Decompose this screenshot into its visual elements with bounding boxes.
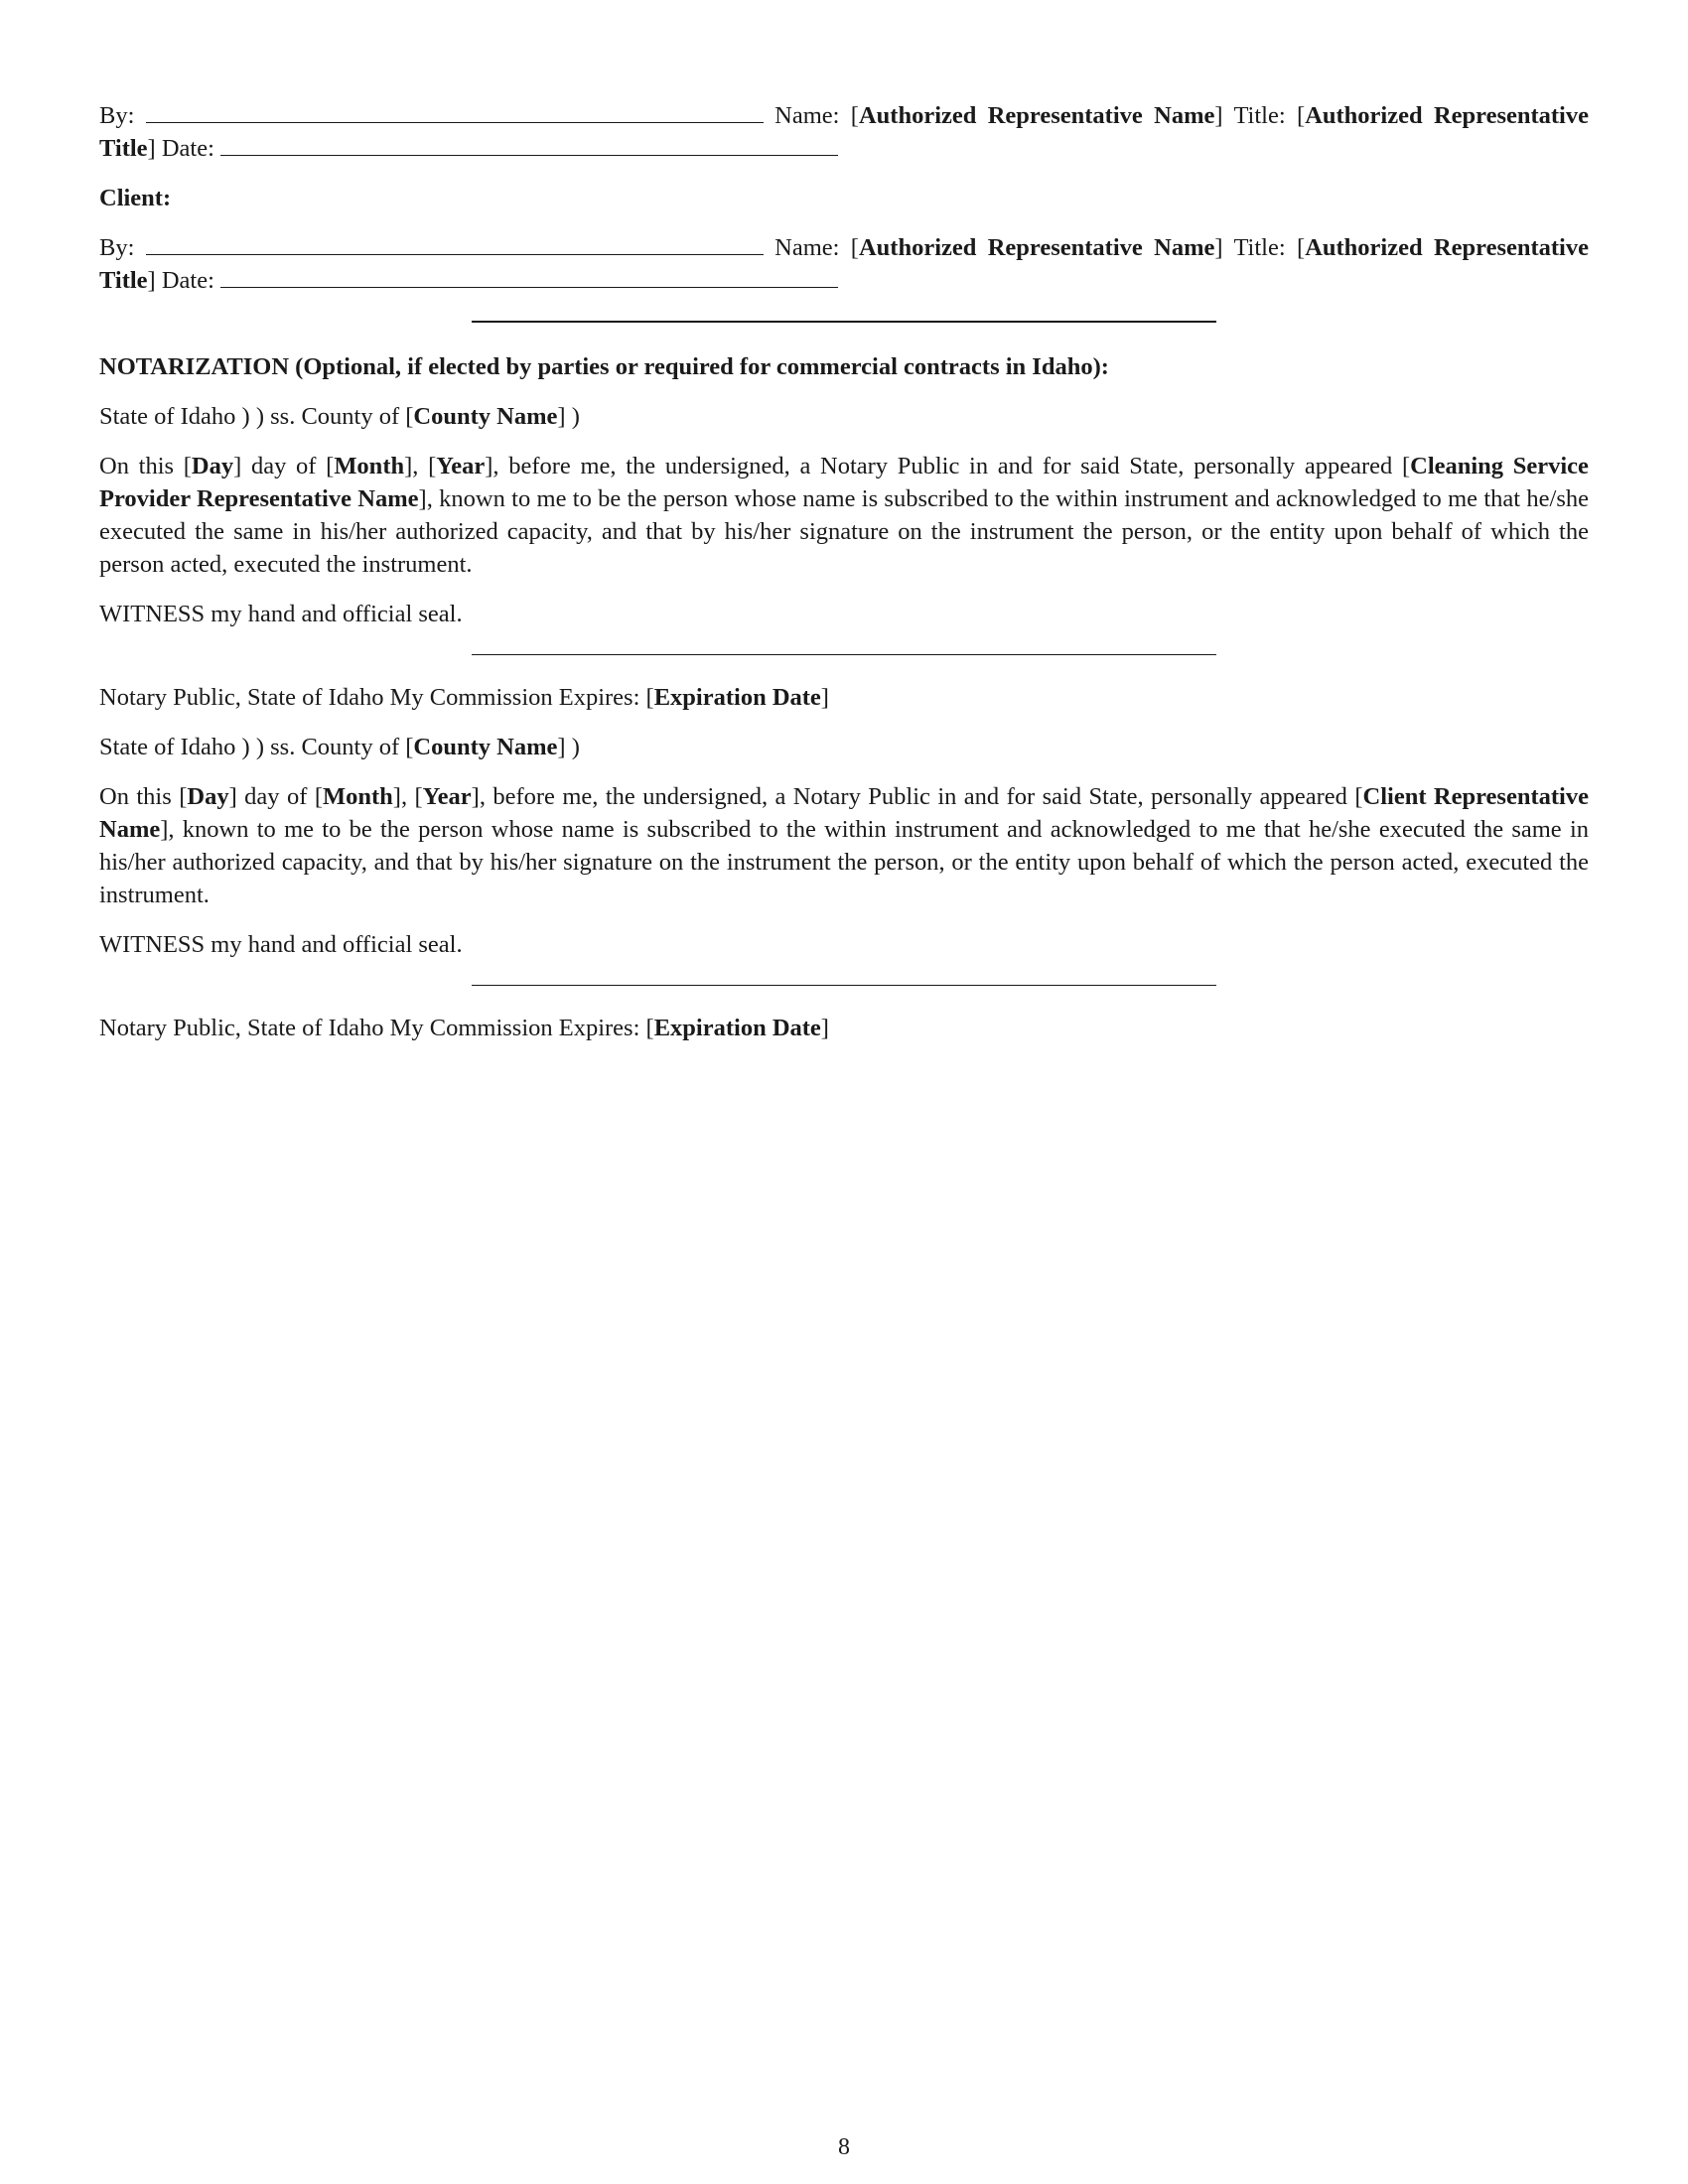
venue-line: State of Idaho ) ) ss. County of [County Name] ) (99, 403, 580, 430)
commission-line: Notary Public, State of Idaho My Commission Expires: [Expiration Date] (99, 684, 829, 711)
notary-signature-line[interactable] (472, 654, 1216, 655)
venue-line: State of Idaho ) ) ss. County of [County Name] ) (99, 734, 580, 760)
witness-line: WITNESS my hand and official seal. (99, 601, 463, 627)
person-placeholder: Cleaning Service Provider Representative Name (99, 453, 1589, 512)
name-placeholder: Authorized Representative Name (858, 234, 1215, 261)
date-label: Date: (161, 267, 214, 294)
name-placeholder: Authorized Representative Name (858, 102, 1215, 129)
notary-signature-line[interactable] (472, 985, 1216, 986)
by-label: By: (99, 234, 135, 261)
year-placeholder: Year (436, 453, 486, 479)
day-placeholder: Day (187, 783, 229, 810)
document-content (99, 99, 1589, 1061)
day-placeholder: Day (191, 453, 234, 479)
provider-signature-block: By: Name: [Authorized Representative Name] Title: [Authorized Representative Title] Date: (99, 102, 1589, 162)
page-number: 8 (838, 2134, 850, 2160)
acknowledgment-paragraph: On this [Day] day of [Month], [Year], before me, the undersigned, a Notary Public in and for said State, personally appeared [Cleaning Service Provider Representative Name], known to me to be the person whose name is subscribed to the within instrument and acknowledged to me that he/she executed the same in his/her authorized capacity, and that by his/her signature on the instrument the person, or the entity upon behalf of which the person acted, executed the instrument. (99, 453, 1589, 578)
signature-line[interactable] (146, 122, 764, 123)
notarization-heading: NOTARIZATION (Optional, if elected by parties or required for commercial contracts in Idaho): (99, 353, 1109, 380)
title-placeholder: Authorized Representative Title (99, 102, 1589, 162)
by-label: By: (99, 102, 135, 129)
expiration-placeholder: Expiration Date (653, 684, 821, 711)
date-label: Date: (161, 135, 214, 162)
month-placeholder: Month (334, 453, 405, 479)
client-signature-block: By: Name: [Authorized Representative Name] Title: [Authorized Representative Title] Date: (99, 234, 1589, 294)
name-label: Name: (774, 234, 840, 261)
title-label: Title: (1233, 102, 1286, 129)
signature-line[interactable] (146, 254, 764, 255)
county-placeholder: County Name (413, 403, 558, 430)
year-placeholder: Year (422, 783, 472, 810)
commission-line: Notary Public, State of Idaho My Commission Expires: [Expiration Date] (99, 1015, 829, 1041)
county-placeholder: County Name (413, 734, 558, 760)
month-placeholder: Month (322, 783, 393, 810)
person-placeholder: Client Representative Name (99, 783, 1589, 843)
acknowledgment-paragraph: On this [Day] day of [Month], [Year], before me, the undersigned, a Notary Public in and for said State, personally appeared [Client Representative Name], known to me to be the person whose name is subscribed to the within instrument and acknowledged to me that he/she executed the same in his/her authorized capacity, and that by his/her signature on the instrument the person, or the entity upon behalf of which the person acted, executed the instrument. (99, 783, 1589, 908)
client-heading: Client: (99, 185, 172, 211)
witness-line: WITNESS my hand and official seal. (99, 931, 463, 958)
expiration-placeholder: Expiration Date (653, 1015, 821, 1041)
title-placeholder: Authorized Representative Title (99, 234, 1589, 294)
title-label: Title: (1233, 234, 1286, 261)
section-divider (472, 321, 1216, 323)
name-label: Name: (774, 102, 840, 129)
date-line[interactable] (220, 155, 838, 156)
date-line[interactable] (220, 287, 838, 288)
